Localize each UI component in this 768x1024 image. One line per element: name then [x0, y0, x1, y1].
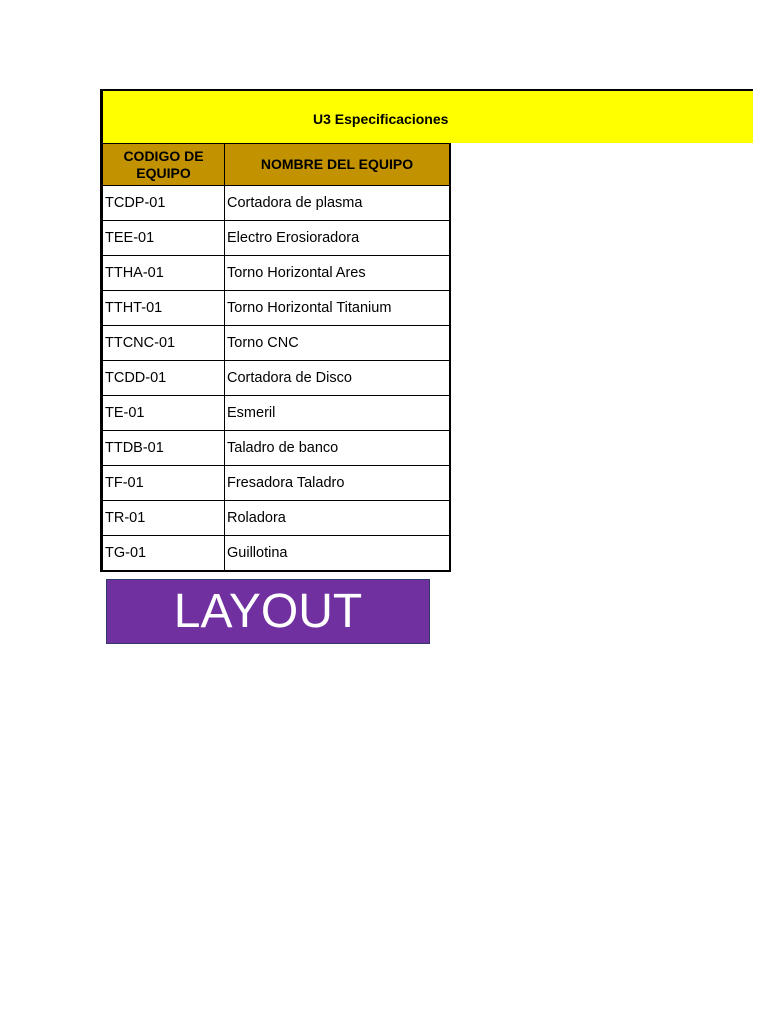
table-row — [102, 256, 451, 291]
title-band — [100, 89, 753, 143]
equipment-name-cell[interactable]: Roladora — [225, 501, 451, 536]
equipment-table — [100, 143, 451, 572]
equipment-code-cell[interactable]: TTHT-01 — [102, 291, 225, 326]
equipment-code-cell[interactable]: TTHA-01 — [102, 256, 225, 291]
table-row — [102, 326, 451, 361]
equipment-code-cell[interactable]: TCDP-01 — [102, 186, 225, 221]
equipment-code-cell[interactable]: TCDD-01 — [102, 361, 225, 396]
layout-button[interactable]: LAYOUT — [106, 579, 430, 644]
equipment-code-cell[interactable]: TG-01 — [102, 536, 225, 572]
table-row — [102, 396, 451, 431]
equipment-name-cell[interactable]: Torno CNC — [225, 326, 451, 361]
equipment-code-cell[interactable]: TEE-01 — [102, 221, 225, 256]
equipment-name-cell[interactable]: Cortadora de Disco — [225, 361, 451, 396]
equipment-name-cell[interactable]: Guillotina — [225, 536, 451, 572]
equipment-name-cell[interactable]: Torno Horizontal Titanium — [225, 291, 451, 326]
equipment-code-cell[interactable]: TTCNC-01 — [102, 326, 225, 361]
equipment-code-cell[interactable]: TTDB-01 — [102, 431, 225, 466]
equipment-code-cell[interactable]: TR-01 — [102, 501, 225, 536]
table-row — [102, 361, 451, 396]
table-row — [102, 501, 451, 536]
table-row — [102, 291, 451, 326]
equipment-name-cell[interactable]: Fresadora Taladro — [225, 466, 451, 501]
equipment-name-cell[interactable]: Taladro de banco — [225, 431, 451, 466]
equipment-code-cell[interactable]: TF-01 — [102, 466, 225, 501]
sheet-title: U3 Especificaciones — [313, 111, 449, 127]
table-header-row — [102, 144, 451, 186]
table-row — [102, 466, 451, 501]
equipment-name-cell[interactable]: Torno Horizontal Ares — [225, 256, 451, 291]
equipment-name-cell[interactable]: Electro Erosioradora — [225, 221, 451, 256]
equipment-code-cell[interactable]: TE-01 — [102, 396, 225, 431]
table-row — [102, 536, 451, 572]
header-code: CODIGO DE EQUIPO — [102, 144, 225, 186]
table-row — [102, 186, 451, 221]
equipment-name-cell[interactable]: Cortadora de plasma — [225, 186, 451, 221]
table-row — [102, 431, 451, 466]
equipment-name-cell[interactable]: Esmeril — [225, 396, 451, 431]
header-name: NOMBRE DEL EQUIPO — [225, 144, 451, 186]
table-row — [102, 221, 451, 256]
